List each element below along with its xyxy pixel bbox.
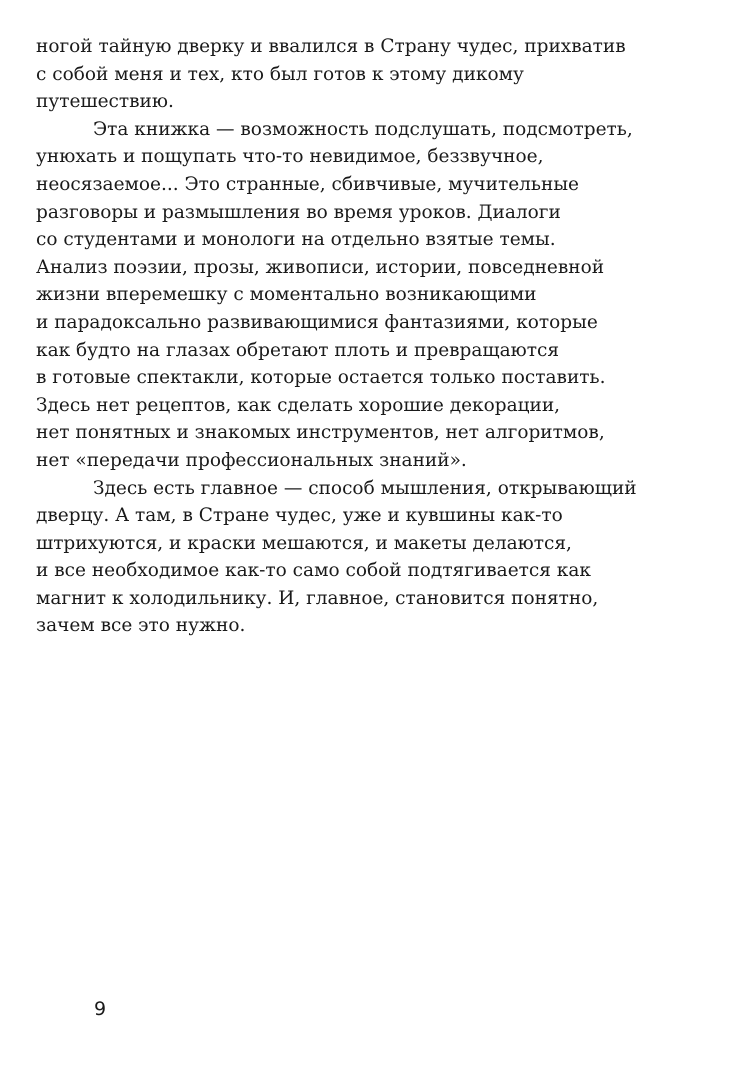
text-line: путешествию. [36, 91, 174, 113]
text-line: нет «передачи профессиональных знаний». [36, 449, 467, 471]
text-line: с собой меня и тех, кто был готов к этому дикому [36, 63, 524, 85]
text-line: и парадоксально развивающимися фантазиями, которые [36, 311, 598, 333]
text-line: со студентами и монологи на отдельно взятые темы. [36, 229, 556, 251]
paragraph-first-line: Здесь есть главное — способ мышления, открывающий [93, 477, 637, 499]
text-line: и все необходимое как-то само собой подтягивается как [36, 560, 591, 582]
text-line: штрихуются, и краски мешаются, и макеты делаются, [36, 532, 572, 554]
text-line: магнит к холодильнику. И, главное, становится понятно, [36, 587, 599, 609]
text-line: унюхать и пощупать что-то невидимое, беззвучное, [36, 146, 544, 168]
text-line: дверцу. А там, в Стране чудес, уже и кувшины как-то [36, 505, 563, 527]
text-line: Анализ поэзии, прозы, живописи, истории, повседневной [36, 256, 605, 278]
text-line: разговоры и размышления во время уроков. Диалоги [36, 201, 561, 223]
text-line: жизни вперемешку с моментально возникающими [36, 284, 537, 306]
text-line: неосязаемое... Это странные, сбивчивые, мучительные [36, 173, 579, 195]
text-line: зачем все это нужно. [36, 615, 246, 637]
text-line: в готовые спектакли, которые остается только поставить. [36, 367, 606, 389]
paragraph-first-line: Эта книжка — возможность подслушать, подсмотреть, [93, 118, 633, 140]
text-line: ногой тайную дверку и ввалился в Страну чудес, прихватив [36, 36, 626, 57]
text-line: Здесь нет рецептов, как сделать хорошие декорации, [36, 394, 561, 416]
text-line: как будто на глазах обретают плоть и превращаются [36, 339, 560, 361]
page-number: 9 [94, 998, 107, 1020]
body-text [36, 33, 676, 640]
text-line: нет понятных и знакомых инструментов, нет алгоритмов, [36, 422, 605, 444]
